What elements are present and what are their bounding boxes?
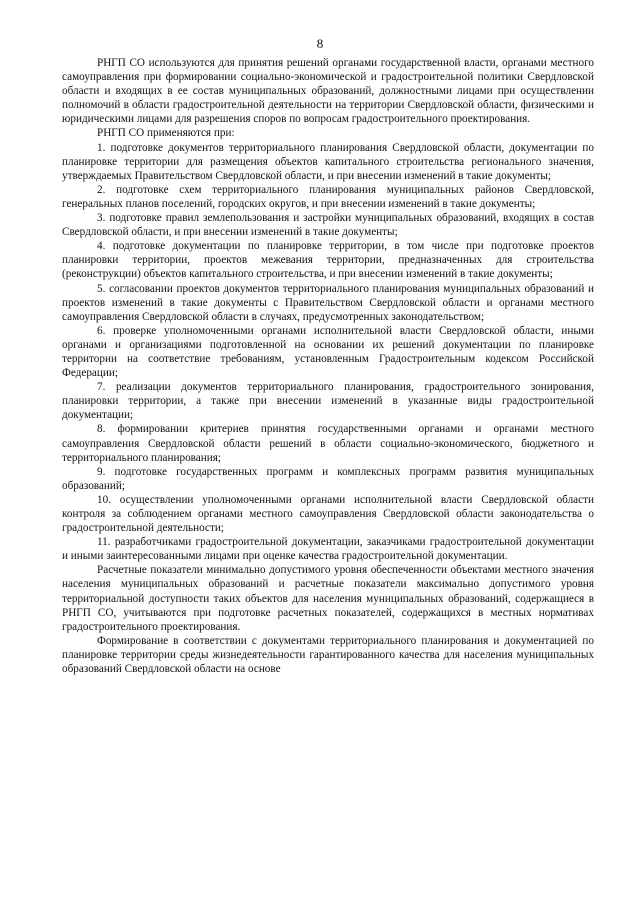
list-item-8: 8. формировании критериев принятия государственными органами и органами местного самоуправления Свердловской области решений в области социально-экономического, бюджетного и территориального планирования; xyxy=(62,423,594,464)
list-item-2: 2. подготовке схем территориального планирования муниципальных районов Свердловской, генеральных планов поселений, городских округов, и при внесении изменений в такие документы; xyxy=(62,183,594,210)
paragraph-usage-intro: РНГП СО используются для принятия решений органами государственной власти, органами местного самоуправления при формировании социально-экономической и градостроительной политики Свердловской области и входящих в ее состав муниципальных образований, должностными лицами при осуществлении полномочий в области градостроительной деятельности на территории Свердловской области, физическими и юридическими лицами для разрешения споров по вопросам градостроительного проектирования. xyxy=(62,57,594,126)
paragraph-applied-when: РНГП СО применяются при: xyxy=(97,127,235,140)
list-item-9: 9. подготовке государственных программ и комплексных программ развития муниципальных образований; xyxy=(62,465,594,492)
list-item-5: 5. согласовании проектов документов территориального планирования муниципальных образований и проектов изменений в такие документы с Правительством Свердловской области и органами местного самоуправления Свердловской области в случаях, предусмотренных законодательством; xyxy=(62,282,594,323)
list-item-1: 1. подготовке документов территориального планирования Свердловской области, документации по планировке территории для размещения объектов капитального строительства регионального значения, утверждаемых Правительством Свердловской области, и при внесении изменений в такие документы; xyxy=(62,141,594,182)
list-item-6: 6. проверке уполномоченными органами исполнительной власти Свердловской области, иными органами и организациями подготовленной на основании их решений документации по планировке территории на соответствие требованиям, установленным Градостроительным кодексом Российской Федерации; xyxy=(62,324,594,380)
page-number: 8 xyxy=(316,36,324,51)
paragraph-formation: Формирование в соответствии с документами территориального планирования и документацией по планировке территории среды жизнедеятельности гарантированного качества для населения муниципальных образований Свердловской области на основе xyxy=(62,634,594,676)
list-item-10: 10. осуществлении уполномоченными органами исполнительной власти Свердловской области контроля за соблюдением органами местного самоуправления Свердловской области законодательства о градостроительной деятельности; xyxy=(62,493,594,535)
list-item-4: 4. подготовке документации по планировке территории, в том числе при подготовке проектов планировки территории, проектов межевания территории, предназначенных для строительства (реконструкции) объектов капитального строительства, и при внесении изменений в такие документы; xyxy=(62,240,594,281)
document-body xyxy=(62,56,594,676)
list-item-11: 11. разработчиками градостроительной документации, заказчиками градостроительной документации и иными заинтересованными лицами при оценке качества градостроительной документации. xyxy=(62,536,594,563)
list-item-3: 3. подготовке правил землепользования и застройки муниципальных образований, входящих в состав Свердловской области, и при внесении изменений в такие документы; xyxy=(62,212,594,239)
list-item-7: 7. реализации документов территориального планирования, градостроительного зонирования, планировки территории, а также при внесении изменений в указанные виды градостроительной документации; xyxy=(62,381,594,422)
paragraph-calculated-indicators: Расчетные показатели минимально допустимого уровня обеспеченности объектами местного значения населения муниципальных образований и расчетные показатели максимально допустимого уровня территориальной доступности таких объектов для населения муниципальных образований, содержащиеся в РНГП СО, учитываются при подготовке расчетных показателей, содержащихся в местных нормативах градостроительного проектирования. xyxy=(62,564,594,633)
